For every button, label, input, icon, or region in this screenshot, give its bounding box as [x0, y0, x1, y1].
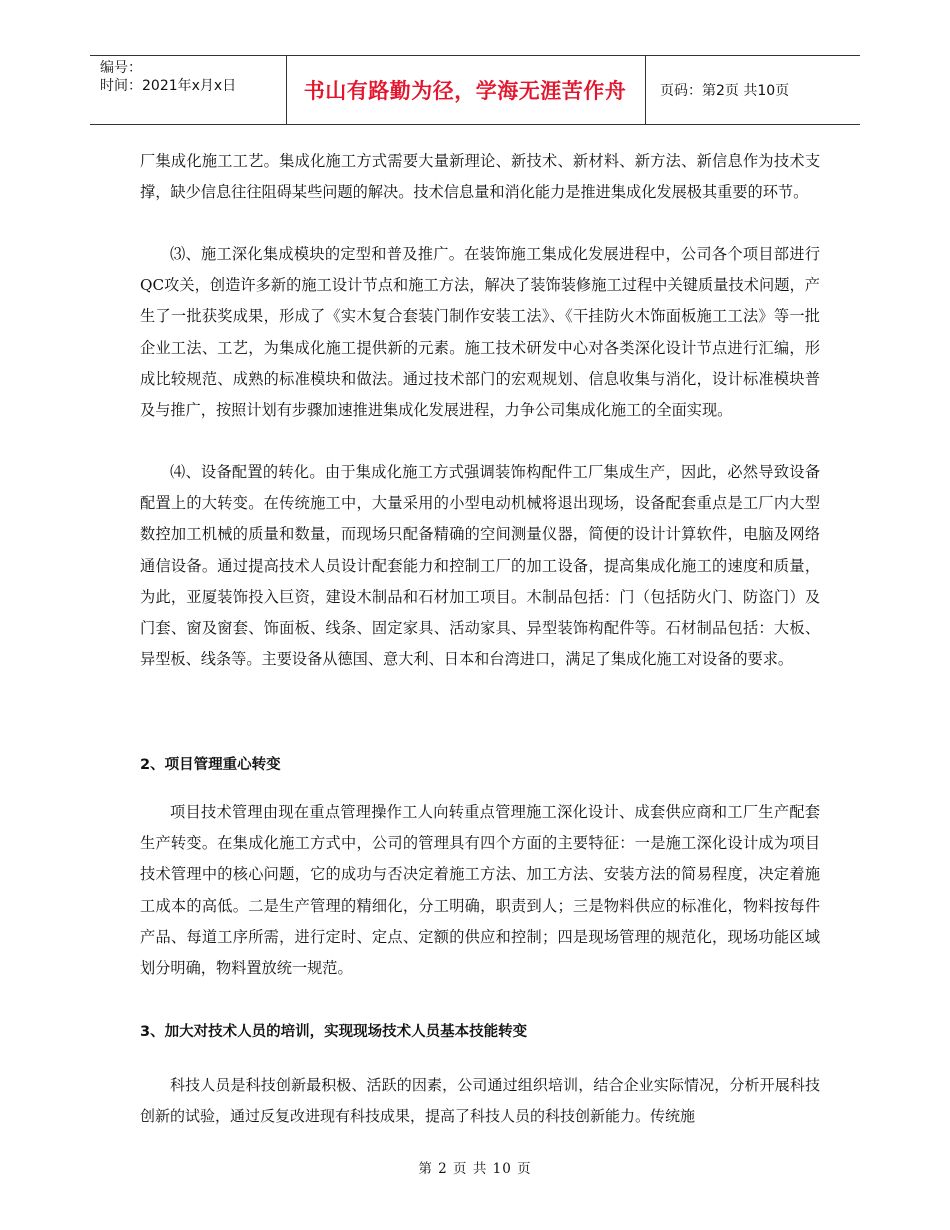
document-number-label: 编号：: [100, 60, 142, 76]
section-heading: 2、项目管理重心转变: [140, 756, 281, 773]
paragraph: ⑷、设备配置的转化。由于集成化施工方式强调装饰构配件工厂集成生产，因此，必然导致设备配置上的大转变。在传统施工中，大量采用的小型电动机械将退出现场，设备配套重点是工厂内大型数控加工机械的质量和数量，而现场只配备精确的空间测量仪器，简便的设计计算软件，电脑及网络通信设备。通过提高技术人员设计配套能力和控制工厂的加工设备，提高集成化施工的速度和质量，为此，亚厦装饰投入巨资，建设木制品和石材加工项目。木制品包括：门（包括防火门、防盗门）及门套、窗及窗套、饰面板、线条、固定家具、活动家具、异型装饰构配件等。石材制品包括：大板、异型板、线条等。主要设备从德国、意大利、日本和台湾进口，满足了集成化施工对设备的要求。: [140, 463, 820, 669]
paragraph: 科技人员是科技创新最积极、活跃的因素，公司通过组织培训，结合企业实际情况，分析开展科技创新的试验，通过反复改进现有科技成果，提高了科技人员的科技创新能力。传统施: [140, 1076, 820, 1125]
section-heading-wrap: [140, 737, 820, 789]
paragraph: 项目技术管理由现在重点管理操作工人向转重点管理施工深化设计、成套供应商和工厂生产配套生产转变。在集成化施工方式中，公司的管理具有四个方面的主要特征：一是施工深化设计成为项目技术管理中的核心问题，它的成功与否决定着施工方法、加工方法、安装方法的简易程度，决定着施工成本的高低。二是生产管理的精细化，分工明确，职责到人；三是物料供应的标准化，物料按每件产品、每道工序所需，进行定时、定点、定额的供应和控制；四是现场管理的规范化，现场功能区域划分明确，物料置放统一规范。: [140, 803, 820, 978]
document-body: [140, 146, 820, 1132]
section-heading-wrap: [140, 1004, 820, 1057]
page-footer: 第 2 页 共 10 页: [418, 1161, 532, 1177]
section-heading: 3、加大对技术人员的培训，实现现场技术人员基本技能转变: [140, 1024, 528, 1040]
document-date: 时间：2021年x月x日: [100, 78, 237, 94]
paragraph: ⑶、施工深化集成模块的定型和普及推广。在装饰施工集成化发展进程中，公司各个项目部进行QC攻关，创造许多新的施工设计节点和施工方法，解决了装饰装修施工过程中关键质量技术问题，产生了一批获奖成果，形成了《实木复合套装门制作安装工法》、《干挂防火木饰面板施工工法》等一批企业工法、工艺，为集成化施工提供新的元素。施工技术研发中心对各类深化设计节点进行汇编，形成比较规范、成熟的标准模块和做法。通过技术部门的宏观规划、信息收集与消化，设计标准模块普及与推广，按照计划有步骤加速推进集成化发展进程，力争公司集成化施工的全面实现。: [140, 245, 820, 420]
header-motto: 书山有路勤为径，学海无涯苦作舟: [303, 79, 627, 103]
paragraph: 厂集成化施工工艺。集成化施工方式需要大量新理论、新技术、新材料、新方法、新信息作为技术支撑，缺少信息往往阻碍某些问题的解决。技术信息量和消化能力是推进集成化发展极其重要的环节。: [140, 152, 820, 202]
header-page-number: 页码：第2页 共10页: [660, 83, 790, 99]
header-divider: [645, 56, 646, 124]
header-meta: [100, 59, 280, 95]
page-header: [90, 55, 860, 125]
